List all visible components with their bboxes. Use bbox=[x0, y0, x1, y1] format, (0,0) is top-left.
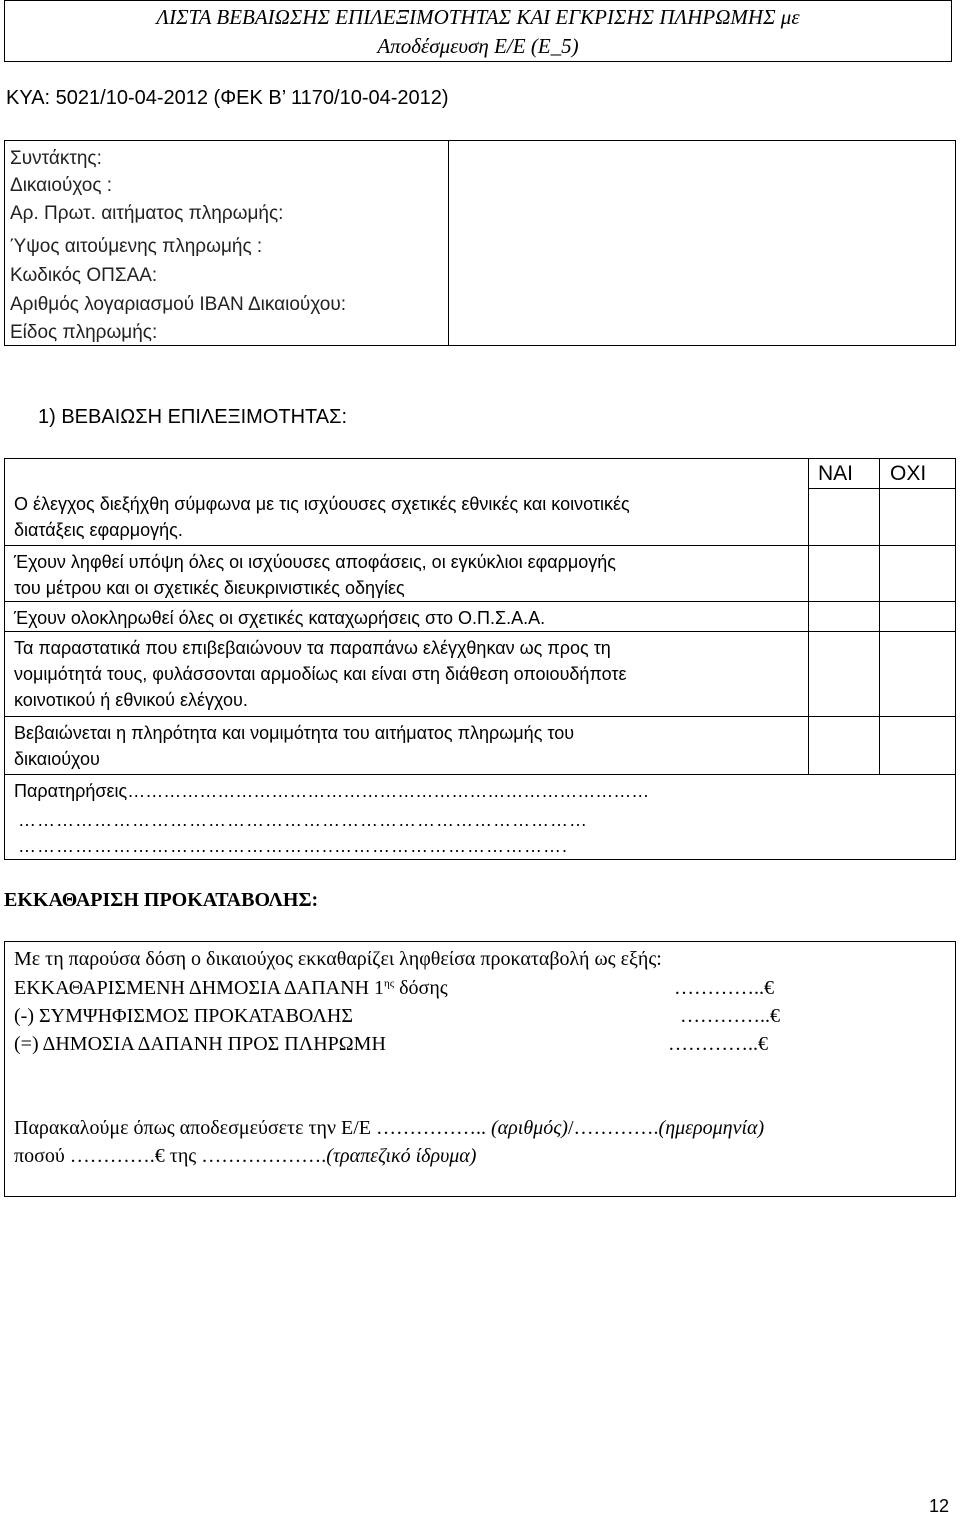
payable-expense-value: …………..€ bbox=[668, 1033, 768, 1055]
cleared-expense-value: …………..€ bbox=[674, 977, 774, 999]
clearing-intro: Με τη παρούσα δόση ο δικαιούχος εκκαθαρίζει ληφθείσα προκαταβολή ως εξής: bbox=[14, 948, 662, 970]
payable-expense-label: (=) ΔΗΜΟΣΙΑ ΔΑΠΑΝΗ ΠΡΟΣ ΠΛΗΡΩΜΗ bbox=[14, 1033, 386, 1055]
eligibility-item-text: Τα παραστατικά που επιβεβαιώνουν τα παραπάνω ελέγχθηκαν ως προς τη νομιμότητά τους, φυλάσσονται αρμοδίως και είναι στη διάθεση οποιουδήποτε κοινοτικού ή εθνικού ελέγχου. bbox=[14, 638, 627, 710]
row-divider bbox=[4, 716, 956, 717]
no-column-header: ΟΧΙ bbox=[890, 462, 927, 485]
remarks-dots: …………………………………………………………………………… bbox=[127, 781, 650, 801]
opsaa-code-label: Κωδικός ΟΠΣΑΑ: bbox=[10, 265, 158, 286]
beneficiary-label: Δικαιούχος : bbox=[10, 175, 113, 196]
author-label: Συντάκτης: bbox=[10, 148, 102, 169]
document-title-line1: ΛΙΣΤΑ ΒΕΒΑΙΩΣΗΣ ΕΠΙΛΕΞΙΜΟΤΗΤΑΣ ΚΑΙ ΕΓΚΡΙΣΗΣ ΠΛΗΡΩΜΗΣ με bbox=[156, 5, 800, 29]
no-column-divider bbox=[879, 458, 880, 774]
page-number: 12 bbox=[929, 1496, 950, 1516]
eligibility-item-text: Ο έλεγχος διεξήχθη σύμφωνα με τις ισχύουσες σχετικές εθνικές και κοινοτικές διατάξεις εφαρμογής. bbox=[14, 494, 630, 540]
row-divider bbox=[4, 601, 956, 602]
row-divider bbox=[4, 631, 956, 632]
yes-column-divider bbox=[808, 458, 809, 774]
advance-offset-value: …………..€ bbox=[680, 1005, 780, 1027]
remarks-line1-wrap bbox=[14, 778, 649, 804]
remarks-label: Παρατηρήσεις bbox=[14, 781, 128, 801]
legal-reference: ΚΥΑ: 5021/10-04-2012 (ΦΕΚ Β’ 1170/10-04-2012) bbox=[6, 87, 449, 109]
eligibility-heading: 1) ΒΕΒΑΙΩΣΗ ΕΠΙΛΕΞΙΜΟΤΗΤΑΣ: bbox=[38, 406, 348, 428]
cleared-expense-label: ΕΚΚΑΘΑΡΙΣΜΕΝΗ ΔΗΜΟΣΙΑ ΔΑΠΑΝΗ $1^{\eta\varsigma}$ δόσης bbox=[14, 977, 448, 999]
eligibility-item-text: Βεβαιώνεται η πληρότητα και νομιμότητα του αιτήματος πληρωμής του δικαιούχου bbox=[14, 723, 575, 769]
release-request-text: Παρακαλούμε όπως αποδεσμεύσετε την Ε/Ε …………….. (αριθμός)/………….(ημερομηνία) bbox=[14, 1117, 765, 1139]
advance-offset-label: (-) ΣΥΜΨΗΦΙΣΜΟΣ ΠΡΟΚΑΤΑΒΟΛΗΣ bbox=[14, 1005, 354, 1027]
eligibility-item-text: Έχουν ληφθεί υπόψη όλες οι ισχύουσες αποφάσεις, οι εγκύκλιοι εφαρμογής του μέτρου και οι σχετικές διευκρινιστικές οδηγίες bbox=[14, 552, 616, 598]
row-divider bbox=[4, 774, 956, 775]
remarks-line2: ……………………………………………………………………………… bbox=[18, 810, 588, 830]
requested-amount-label: Ύψος αιτούμενης πληρωμής : bbox=[10, 236, 263, 257]
payment-type-label: Είδος πληρωμής: bbox=[10, 322, 158, 343]
document-title-line2: Αποδέσμευση Ε/Ε (Ε_5) bbox=[377, 34, 579, 58]
info-table-divider bbox=[448, 140, 449, 346]
request-number-label: Αρ. Πρωτ. αιτήματος πληρωμής: bbox=[10, 203, 284, 224]
eligibility-header-divider bbox=[808, 488, 956, 489]
eligibility-item-text: Έχουν ολοκληρωθεί όλες οι σχετικές καταχωρήσεις στο Ο.Π.Σ.Α.Α. bbox=[14, 608, 546, 628]
document-title-box bbox=[4, 0, 952, 62]
remarks-line3: …………………………………………..………………………………. bbox=[18, 836, 569, 856]
iban-label: Αριθμός λογαριασμού ΙΒΑΝ Δικαιούχου: bbox=[10, 294, 347, 315]
yes-column-header: ΝΑΙ bbox=[818, 462, 854, 485]
clearing-heading: ΕΚΚΑΘΑΡΙΣΗ ΠΡΟΚΑΤΑΒΟΛΗΣ: bbox=[4, 889, 319, 911]
release-amount-text: ποσού ………….€ της ……………….(τραπεζικό ίδρυμα) bbox=[14, 1145, 477, 1167]
row-divider bbox=[4, 545, 956, 546]
